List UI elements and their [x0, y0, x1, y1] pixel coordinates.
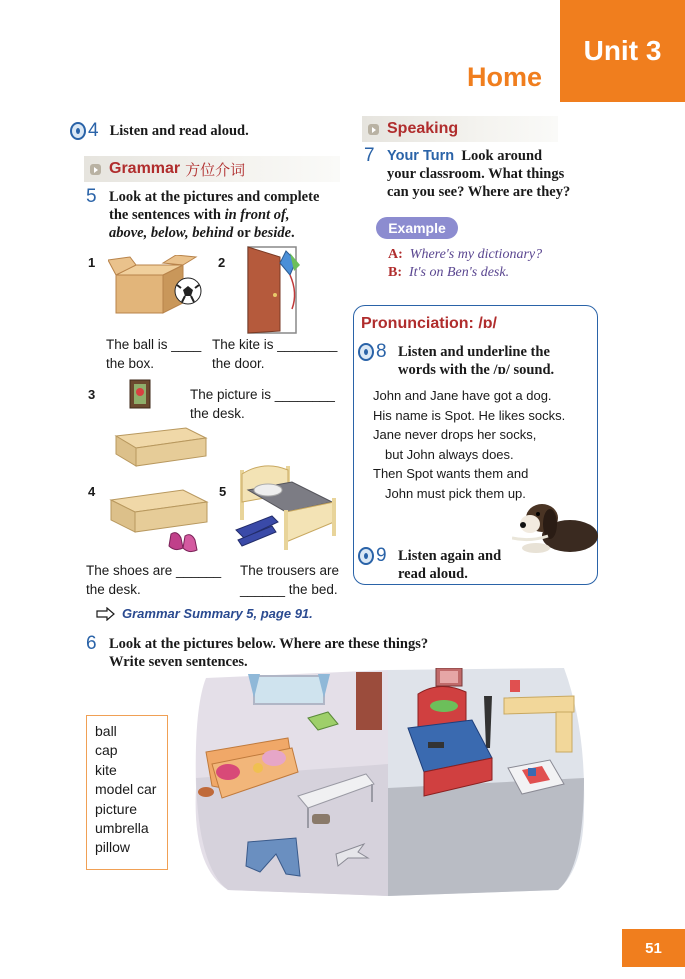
grammar-summary-link[interactable]	[96, 606, 313, 621]
instruction-line: the sentences with in front of,	[109, 207, 290, 223]
audio-cd-icon[interactable]	[358, 547, 374, 565]
word-item: model car	[95, 781, 157, 798]
exercise-9-instruction	[398, 547, 501, 583]
caption-line: the desk.	[190, 406, 245, 421]
word-item: pillow	[95, 839, 131, 856]
exercise-5	[86, 186, 97, 208]
exercise-number: 8	[376, 341, 387, 362]
poem-line: Then Spot wants them and	[373, 466, 529, 481]
door-and-kite-illustration	[238, 243, 310, 335]
instruction-line: Listen again and	[398, 548, 502, 564]
word-item: picture	[95, 800, 138, 817]
exercise-5-item-4	[86, 561, 221, 599]
poem-line: John must pick them up.	[385, 485, 526, 501]
caption-line: ______ the bed.	[240, 582, 338, 597]
exercise-5-item-2	[212, 335, 337, 373]
picture-number: 2	[218, 255, 226, 270]
bedroom-illustration	[388, 668, 590, 896]
picture-number: 5	[219, 484, 227, 499]
living-room-illustration	[188, 668, 388, 896]
box-and-ball-illustration	[108, 255, 206, 317]
exercise-number: 6	[86, 633, 97, 654]
poem-line: Jane never drops her socks,	[373, 427, 537, 442]
picture-number: 1	[88, 255, 96, 270]
exercise-5-item-1	[106, 335, 201, 373]
unit-badge	[560, 0, 685, 102]
word-item: kite	[95, 761, 117, 778]
exercise-5-item-5	[240, 561, 339, 599]
instruction-line: Look at the pictures below. Where are these things?	[109, 636, 429, 652]
caption-line: The trousers are	[240, 563, 340, 578]
caption-line: The kite is ________	[212, 337, 338, 352]
instruction-line: your classroom. What things	[387, 166, 565, 182]
play-bullet-icon	[90, 164, 101, 175]
shoes-and-desk-illustration	[105, 480, 213, 562]
exercise-instruction: Listen and read aloud.	[109, 123, 249, 139]
dialog-line-a: A: Where's my dictionary?	[388, 247, 543, 262]
speaking-title: Speaking	[387, 120, 459, 137]
bed-and-trousers-illustration	[232, 460, 344, 560]
caption-line: the box.	[106, 356, 155, 371]
speaking-banner	[362, 116, 558, 142]
grammar-banner	[84, 156, 340, 182]
unit-label: Unit 3	[583, 35, 662, 66]
exercise-8	[358, 341, 387, 363]
picture-number: 4	[88, 484, 96, 499]
example-dialog	[388, 246, 542, 282]
instruction-line: Listen and underline the	[398, 344, 550, 360]
poem-line: but John always does.	[385, 446, 514, 462]
dialog-line-b: B: It's on Ben's desk.	[388, 265, 510, 280]
exercise-number: 4	[88, 120, 99, 141]
instruction-line: Look at the pictures and complete	[109, 189, 320, 205]
caption-line: The shoes are ______	[86, 563, 222, 578]
instruction-line: Write seven sentences.	[109, 654, 248, 670]
exercise-7-instruction	[387, 147, 602, 201]
grammar-title: Grammar	[109, 160, 181, 177]
caption-line: The picture is ________	[190, 387, 335, 402]
play-bullet-icon	[368, 124, 379, 135]
audio-cd-icon[interactable]	[358, 343, 374, 361]
exercise-5-item-3	[190, 385, 335, 423]
poem-line: His name is Spot. He likes socks.	[373, 407, 566, 423]
instruction-line: can you see? Where are they?	[387, 184, 571, 200]
exercise-6-instruction	[109, 635, 428, 671]
caption-line: the desk.	[86, 582, 141, 597]
word-list-box	[86, 715, 168, 870]
pronunciation-title: Pronunciation: /ɒ/	[361, 315, 497, 332]
dog-illustration	[512, 484, 598, 560]
picture-number: 3	[88, 387, 96, 402]
audio-cd-icon[interactable]	[70, 122, 86, 140]
word-item: ball	[95, 723, 117, 739]
exercise-number: 7	[364, 145, 375, 166]
exercise-9	[358, 545, 387, 567]
word-item: umbrella	[95, 820, 149, 837]
exercise-number: 5	[86, 186, 97, 207]
arrow-right-icon	[96, 607, 116, 621]
exercise-number: 9	[376, 545, 387, 566]
caption-line: The ball is ____	[106, 337, 202, 352]
exercise-8-instruction	[398, 343, 554, 379]
instruction-line: above, below, behind or beside.	[109, 225, 295, 241]
poem-line: John and Jane have got a dog.	[373, 388, 552, 403]
grammar-chinese: 方位介词	[185, 160, 246, 179]
page-title: Home	[467, 62, 543, 92]
exercise-4	[70, 120, 249, 142]
grammar-summary-text: Grammar Summary 5, page 91.	[122, 606, 313, 621]
instruction-line: read aloud.	[398, 566, 468, 582]
instruction-line: words with the /ɒ/ sound.	[398, 362, 555, 378]
instruction-line: Your Turn Look around	[387, 148, 543, 164]
caption-line: the door.	[212, 356, 265, 371]
example-badge: Example	[376, 217, 458, 239]
page-number: 51	[622, 929, 685, 967]
exercise-5-instruction	[109, 188, 359, 242]
word-item: cap	[95, 742, 118, 759]
